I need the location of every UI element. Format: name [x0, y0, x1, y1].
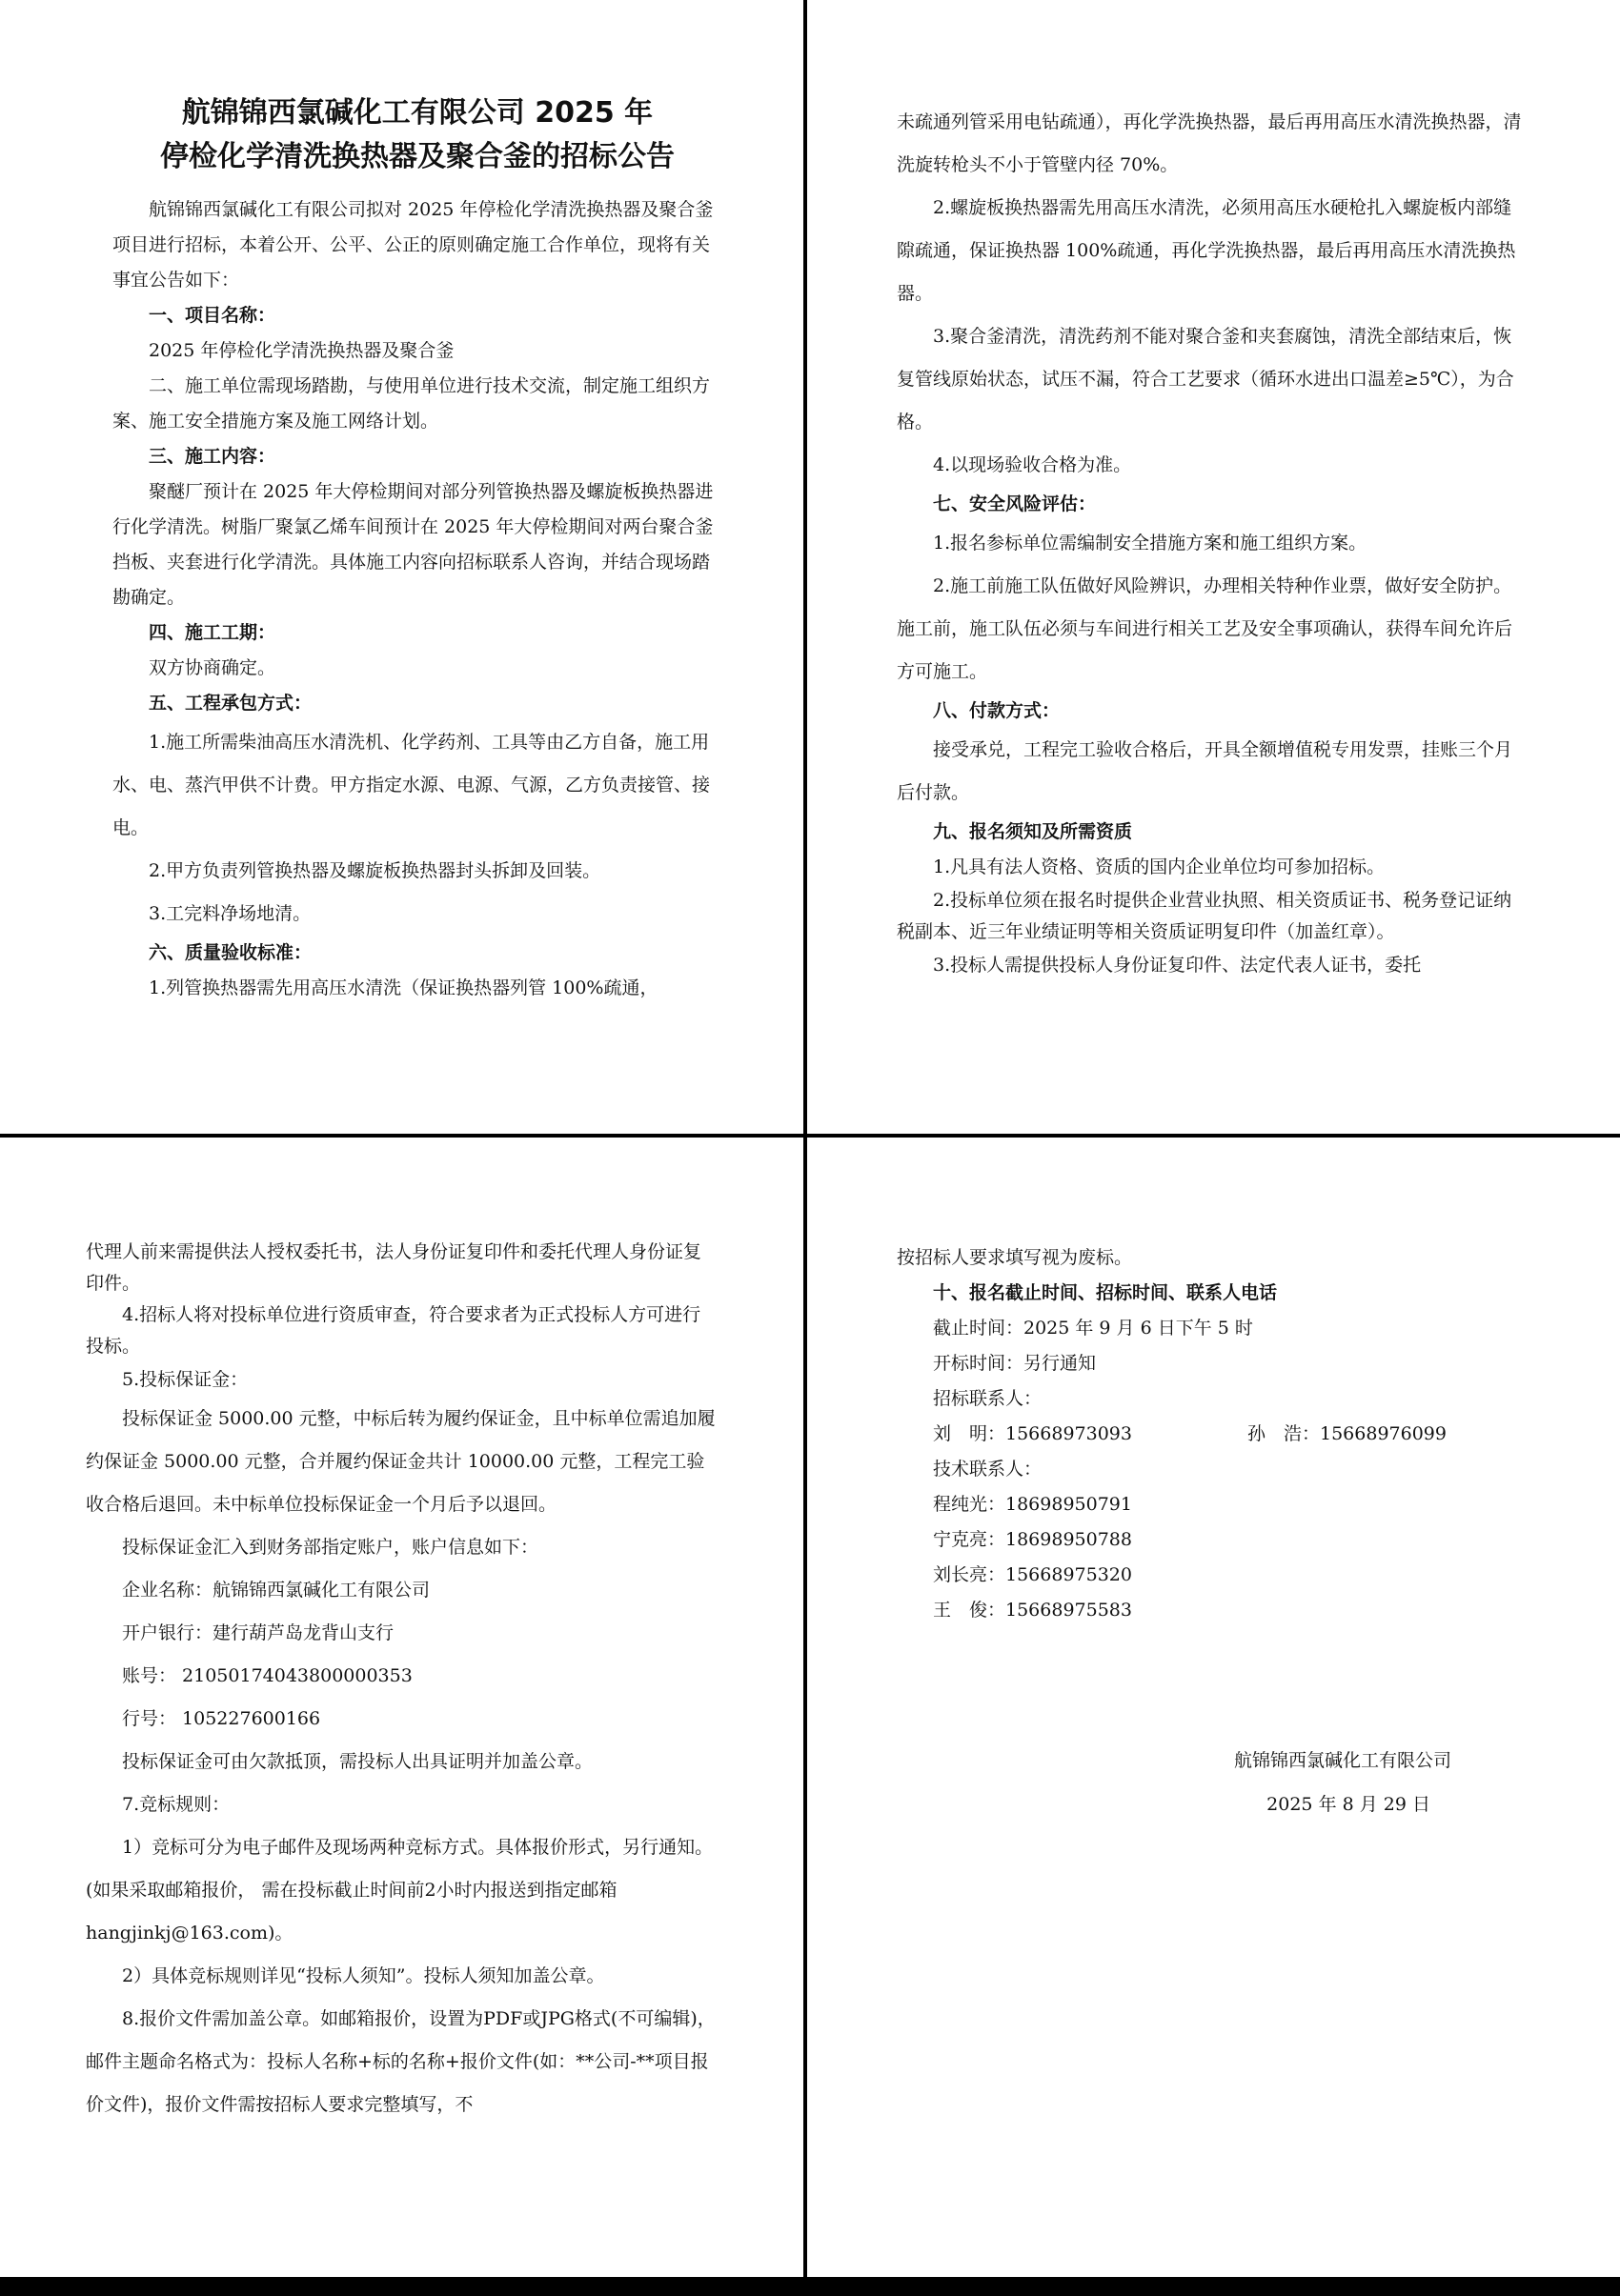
account-bank: 开户银行：建行葫芦岛龙背山支行 [122, 1622, 395, 1643]
section-9-item-3-start: 3.投标人需提供投标人身份证复印件、法定代表人证书，委托 [933, 955, 1422, 976]
page-2 [807, 0, 1620, 1134]
bid-contact-2: 孙 浩：15668976099 [1247, 1423, 1447, 1444]
bid-contact-1: 刘 明：15668973093 [933, 1423, 1132, 1444]
tech-contact-label: 技术联系人： [933, 1459, 1043, 1480]
page-3 [0, 1138, 803, 2277]
signature-block [897, 1739, 1526, 1826]
section-6-item-2: 2.螺旋板换热器需先用高压水清洗，必须用高压水硬枪扎入螺旋板内部缝隙疏通，保证换热器 100%疏通，再化学洗换热器，最后再用高压水清洗换热器。 [897, 197, 1516, 304]
account-company: 企业名称：航锦锦西氯碱化工有限公司 [122, 1580, 431, 1601]
section-3-heading: 三、施工内容： [149, 446, 276, 467]
section-9-item-8-continued: 按招标人要求填写视为废标。 [897, 1247, 1133, 1268]
section-9-heading: 九、报名须知及所需资质 [933, 821, 1133, 842]
intro-paragraph: 航锦锦西氯碱化工有限公司拟对 2025 年停检化学清洗换热器及聚合釜项目进行招标，本着公开、公平、公正的原则确定施工合作单位，现将有关事宜公告如下： [112, 199, 714, 291]
section-9-item-7-rule-2: 2）具体竞标规则详见“投标人须知”。投标人须知加盖公章。 [122, 1965, 605, 1986]
opening-time: 开标时间：另行通知 [933, 1353, 1097, 1374]
section-4-heading: 四、施工工期： [149, 622, 276, 643]
section-10-heading: 十、报名截止时间、招标时间、联系人电话 [933, 1282, 1278, 1303]
tech-contact-2: 宁克亮：18698950788 [933, 1529, 1132, 1550]
section-6-item-1-start: 1.列管换热器需先用高压水清洗（保证换热器列管 100%疏通， [149, 977, 658, 998]
section-6-heading: 六、质量验收标准： [149, 942, 313, 963]
deposit-note: 投标保证金可由欠款抵顶，需投标人出具证明并加盖公章。 [122, 1751, 594, 1772]
signature-company: 航锦锦西氯碱化工有限公司 [1233, 1750, 1451, 1771]
section-9-item-4: 4.招标人将对投标单位进行资质审查，符合要求者为正式投标人方可进行投标。 [86, 1304, 701, 1357]
section-7-item-1: 1.报名参标单位需编制安全措施方案和施工组织方案。 [933, 533, 1367, 554]
section-3-body: 聚醚厂预计在 2025 年大停检期间对部分列管换热器及螺旋板换热器进行化学清洗。树脂厂聚氯乙烯车间预计在 2025 年大停检期间对两台聚合釜挡板、夹套进行化学清洗。具体施工内容向招标联系人咨询，并结合现场踏勘确定。 [112, 481, 714, 608]
page-4 [807, 1138, 1620, 2277]
signature-date: 2025 年 8 月 29 日 [1266, 1794, 1430, 1815]
deadline: 截止时间：2025 年 9 月 6 日下午 5 时 [933, 1318, 1253, 1339]
section-8-heading: 八、付款方式： [933, 700, 1061, 721]
section-6-item-4: 4.以现场验收合格为准。 [933, 454, 1132, 475]
bank-code: 行号： 105227600166 [122, 1708, 321, 1729]
section-7-item-2: 2.施工前施工队伍做好风险辨识，办理相关特种作业票，做好安全防护。施工前，施工队伍必须与车间进行相关工艺及安全事项确认，获得车间允许后方可施工。 [897, 575, 1513, 682]
section-9-item-7-rule-1: 1）竞标可分为电子邮件及现场两种竞标方式。具体报价形式，另行通知。(如果采取邮箱报价， 需在投标截止时间前2小时内报送到指定邮箱hangjinkj@163.com)。 [86, 1837, 714, 1944]
section-4-body: 双方协商确定。 [149, 657, 276, 678]
section-2-paragraph: 二、施工单位需现场踏勘，与使用单位进行技术交流，制定施工组织方案、施工安全措施方案及施工网络计划。 [112, 375, 711, 432]
section-5-item-2: 2.甲方负责列管换热器及螺旋板换热器封头拆卸及回装。 [149, 860, 601, 881]
bid-contacts [897, 1417, 1526, 1452]
section-1-heading: 一、项目名称： [149, 305, 276, 326]
section-9-item-1: 1.凡具有法人资格、资质的国内企业单位均可参加招标。 [933, 856, 1386, 877]
section-9-item-2: 2.投标单位须在报名时提供企业营业执照、相关资质证书、税务登记证纳税副本、近三年业绩证明等相关资质证明复印件（加盖红章）。 [897, 890, 1512, 942]
title-line-2: 停检化学清洗换热器及聚合釜的招标公告 [160, 140, 675, 173]
section-9-item-7-heading: 7.竞标规则： [122, 1794, 231, 1815]
section-9-item-5-body: 投标保证金 5000.00 元整，中标后转为履约保证金，且中标单位需追加履约保证金 5000.00 元整，合并履约保证金共计 10000.00 元整，工程完工验收合格后退回。未中标单位投标保证金一个月后予以退回。 [86, 1408, 716, 1515]
section-1-body: 2025 年停检化学清洗换热器及聚合釜 [149, 340, 455, 361]
section-9-item-3-continued: 代理人前来需提供法人授权委托书，法人身份证复印件和委托代理人身份证复印件。 [86, 1241, 702, 1294]
tech-contact-1: 程纯光：18698950791 [933, 1494, 1132, 1515]
tech-contact-4: 王 俊：15668975583 [933, 1600, 1132, 1621]
section-6-item-3: 3.聚合釜清洗，清洗药剂不能对聚合釜和夹套腐蚀，清洗全部结束后，恢复管线原始状态，试压不漏，符合工艺要求（循环水进出口温差≥5℃），为合格。 [897, 326, 1514, 433]
section-6-item-1-continued: 未疏通列管采用电钻疏通），再化学洗换热器，最后再用高压水清洗换热器，清洗旋转枪头不小于管壁内径 70%。 [897, 111, 1522, 175]
section-9-item-8-start: 8.报价文件需加盖公章。如邮箱报价，设置为PDF或JPG格式(不可编辑)，邮件主题命名格式为：投标人名称+标的名称+报价文件(如：**公司-**项目报价文件)，报价文件需按招标人要求完整填写，不 [86, 2008, 716, 2115]
section-5-heading: 五、工程承包方式： [149, 693, 313, 714]
section-5-item-3: 3.工完料净场地清。 [149, 903, 312, 924]
section-7-heading: 七、安全风险评估： [933, 493, 1097, 514]
page-1 [0, 0, 803, 1134]
account-number: 账号： 21050174043800000353 [122, 1665, 413, 1686]
tech-contact-3: 刘长亮：15668975320 [933, 1564, 1132, 1585]
account-intro: 投标保证金汇入到财务部指定账户，账户信息如下： [122, 1537, 539, 1558]
title-line-1: 航锦锦西氯碱化工有限公司 2025 年 [181, 96, 654, 130]
bid-contact-label: 招标联系人： [933, 1388, 1043, 1409]
section-9-item-5-heading: 5.投标保证金： [122, 1369, 249, 1390]
document-title [112, 91, 722, 179]
section-5-item-1: 1.施工所需柴油高压水清洗机、化学药剂、工具等由乙方自备，施工用水、电、蒸汽甲供不计费。甲方指定水源、电源、气源，乙方负责接管、接电。 [112, 732, 711, 838]
section-8-body: 接受承兑，工程完工验收合格后，开具全额增值税专用发票，挂账三个月后付款。 [897, 739, 1513, 803]
